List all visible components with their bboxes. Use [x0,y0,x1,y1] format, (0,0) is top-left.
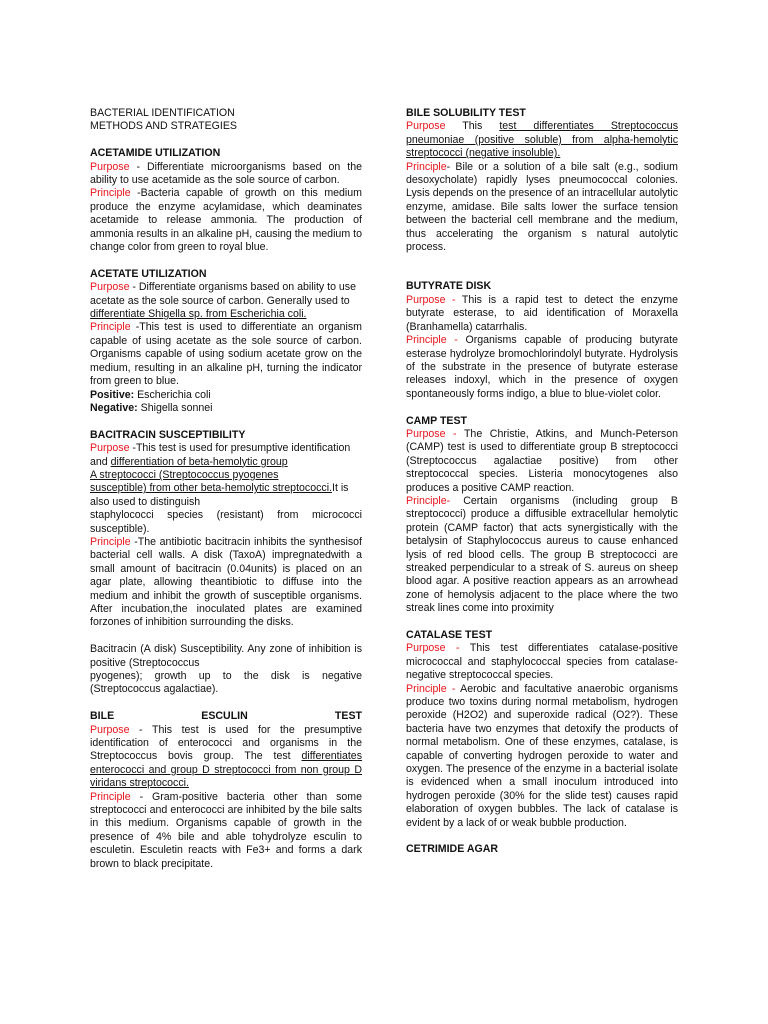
title-line-1: BACTERIAL IDENTIFICATION [90,107,235,119]
bacitracin-note [90,643,362,697]
purpose-label: Purpose - [406,293,456,306]
purpose-underline: differentiate Shigella sp. from Escherichia coli. [90,308,307,321]
section-butyrate [406,280,678,401]
purpose-paragraph [406,428,678,495]
section-cetrimide [406,843,678,856]
principle-label: Principle [90,790,131,803]
purpose-line-3 [90,469,362,482]
title-line-2: METHODS AND STRATEGIES [90,120,237,133]
principle-label: Principle [90,321,131,334]
principle-text: - Bile or a solution of a bile salt (e.g., sodium desoxycholate) rapidly lyses pneumococcal colonies. Lysis depends on the presence of an intracellular autolytic enzyme, amidase. Bile salts lower the surface tension between the bacterial cell membrane and the medium, thus accelerating the organism s natural autolytic process. [406,160,678,254]
purpose-label: Purpose [90,281,130,294]
purpose-text: This [445,120,500,133]
positive-label: Positive: [90,388,135,401]
principle-label: Principle - [406,334,458,347]
section-heading: ACETATE UTILIZATION [90,267,207,280]
principle-text: Aerobic and facultative anaerobic organisms produce two toxins during normal metabolism, hydrogen peroxide (H2O2) and superoxide radical (O2?). These bacteria have two enzymes that detoxify the products of normal metabolism. One of these enzymes, catalase, is capable of converting hydrogen peroxide to water and oxygen. The presence of the enzyme in a bacterial isolate is evidenced when a small inoculum introduced into hydrogen peroxide (30% for the slide test) causes rapid elaboration of oxygen bubbles. The lack of catalase is evident by a lack of or weak bubble production. [406,682,678,829]
positive-value: Escherichia coli [134,388,211,401]
section-heading: ACETAMIDE UTILIZATION [90,147,221,160]
principle-paragraph [90,791,362,871]
left-column [90,107,362,884]
purpose-paragraph [406,120,678,160]
purpose-paragraph [406,642,678,682]
purpose-text: The Christie, Atkins, and Munch-Peterson (CAMP) test is used to differentiate group B streptococci (Streptococcus agalactiae positive) from other streptococcal species. Listeria monocytogenes also produces a positive CAMP reaction. [406,427,678,494]
principle-paragraph [406,334,678,401]
principle-text: Organisms capable of producing butyrate esterase hydrolyze bromochlorindolyl butyrate. Hydrolysis of the substrate in the presence of butyrate esterase releases indoxyl, which in the presence of oxygen spontaneously forms indigo, a blue to blue-violet color. [406,334,678,400]
section-heading: BUTYRATE DISK [406,280,492,293]
principle-paragraph [90,187,362,254]
section-camp [406,415,678,616]
negative-label: Negative: [90,401,138,414]
principle-paragraph [406,495,678,616]
principle-text: -The antibiotic bacitracin inhibits the synthesisof bacterial cell walls. A disk (TaxoA) impregnatedwith a small amount of bacitracin (0.04units) is placed on an agar plate, allowing theantibiotic to diffuse into the medium and inhibit the growth of susceptible organisms. After incubation,the inoculated plates are examined forzones of inhibition surrounding the disks. [90,535,362,629]
purpose-paragraph-cont [90,295,362,322]
purpose-line-2 [90,456,362,469]
purpose-text-2: acetate as the sole source of carbon. Generally used to [90,294,350,307]
purpose-paragraph [406,294,678,334]
section-acetamide [90,147,362,254]
section-heading: BILE SOLUBILITY TEST [406,107,526,119]
principle-text: - Gram-positive bacteria other than some streptococci and enterococci are inhibited by the bile salts in this medium. Organisms capable of growth in the presence of 4% bile and able tohydrolyze esculin to esculetin. Esculetin reacts with Fe3+ and forms a dark brown to black precipitate. [90,790,362,870]
purpose-line-4 [90,482,362,509]
section-heading: BILE ESCULIN TEST [90,710,362,723]
purpose-text-4: It is also used to distinguish [90,482,349,508]
note-line-1: Bacitracin (A disk) Susceptibility. Any zone of inhibition is positive (Streptococcus [90,643,362,669]
purpose-underline-2: A streptococci (Streptococcus pyogenes [90,468,279,481]
negative-value: Shigella sonnei [137,401,213,414]
negative-line [90,402,362,415]
principle-label: Principle - [406,682,456,695]
principle-paragraph [406,161,678,255]
section-heading: CAMP TEST [406,414,468,427]
principle-label: Principle [90,535,131,548]
section-heading: CATALASE TEST [406,629,493,641]
purpose-text: -This test is used for presumptive identification [129,442,351,455]
right-column [406,107,678,870]
purpose-label: Purpose - [406,427,457,440]
principle-text: -Bacteria capable of growth on this medium produce the enzyme acylamidase, which deaminates acetamide to release ammonia. The production of ammonia results in an alkaline pH, causing the medium to change color from green to royal blue. [90,187,362,254]
purpose-text-2: and [90,455,111,468]
principle-paragraph [406,683,678,830]
purpose-text: This is a rapid test to detect the enzyme butyrate esterase, to aid identification of Moraxella (Branhamella) catarrhalis. [406,293,679,333]
principle-paragraph [90,536,362,630]
purpose-label: Purpose [406,120,446,133]
purpose-line-5: staphylococci species (resistant) from micrococci susceptible). [90,509,362,535]
purpose-underline-1: differentiation of beta-hemolytic group [110,455,288,468]
purpose-label: Purpose [90,723,130,736]
note-line-2: pyogenes); growth up to the disk is negative (Streptococcus agalactiae). [90,670,362,696]
principle-label: Principle [90,187,131,200]
purpose-paragraph [90,281,362,294]
section-bile-esculin [90,710,362,871]
purpose-text: - Differentiate organisms based on ability to use [129,281,356,294]
purpose-underline: test differentiates Streptococcus pneumoniae (positive soluble) from alpha-hemolytic streptococci (negative insoluble). [406,120,678,160]
purpose-paragraph [90,161,362,188]
purpose-paragraph [90,724,362,791]
purpose-text: This test differentiates catalase-positive micrococcal and staphylococcal species from catalase-negative streptococcal species. [406,642,678,682]
document-title [90,107,362,134]
principle-label: Principle- [406,494,451,507]
purpose-label: Purpose - [406,642,460,655]
section-heading: CETRIMIDE AGAR [406,843,499,856]
purpose-paragraph [90,442,362,455]
section-heading: BACITRACIN SUSCEPTIBILITY [90,428,246,441]
purpose-label: Purpose [90,442,130,455]
purpose-underline-3: susceptible) from other beta-hemolytic streptococci. [90,482,332,495]
section-catalase [406,629,678,830]
purpose-label: Purpose [90,160,130,173]
purpose-underline: differentiates enterococci and group D streptococci from non group D viridans streptococci. [90,750,362,790]
principle-text: Certain organisms (including group B streptococci) produce a diffusible extracellular hemolytic protein (CAMP factor) that acts synergistically with the betalysin of Staphylococcus aureus to cause enhanced lysis of red blood cells. The group B streptococci are streaked perpendicular to a streak of S. aureus on sheep blood agar. A positive reaction appears as an arrowhead zone of hemolysis adjacent to the place where the two streak lines come into proximity [406,494,678,615]
section-bacitracin [90,429,362,630]
principle-label: Principle [406,160,447,173]
purpose-text: - This test is used for the presumptive identification of enterococci and organisms in the Streptococcus bovis group. The test [90,723,362,763]
principle-paragraph [90,321,362,388]
section-acetate [90,268,362,415]
principle-text: -This test is used to differentiate an organism capable of using acetate as the sole source of carbon. Organisms capable of using sodium acetate grow on the medium, resulting in an alkaline pH, turning the indicator from green to blue. [90,321,362,388]
section-bile-solubility [406,107,678,254]
purpose-text: - Differentiate microorganisms based on the ability to use acetamide as the sole source of carbon. [90,160,362,187]
positive-line [90,389,362,402]
